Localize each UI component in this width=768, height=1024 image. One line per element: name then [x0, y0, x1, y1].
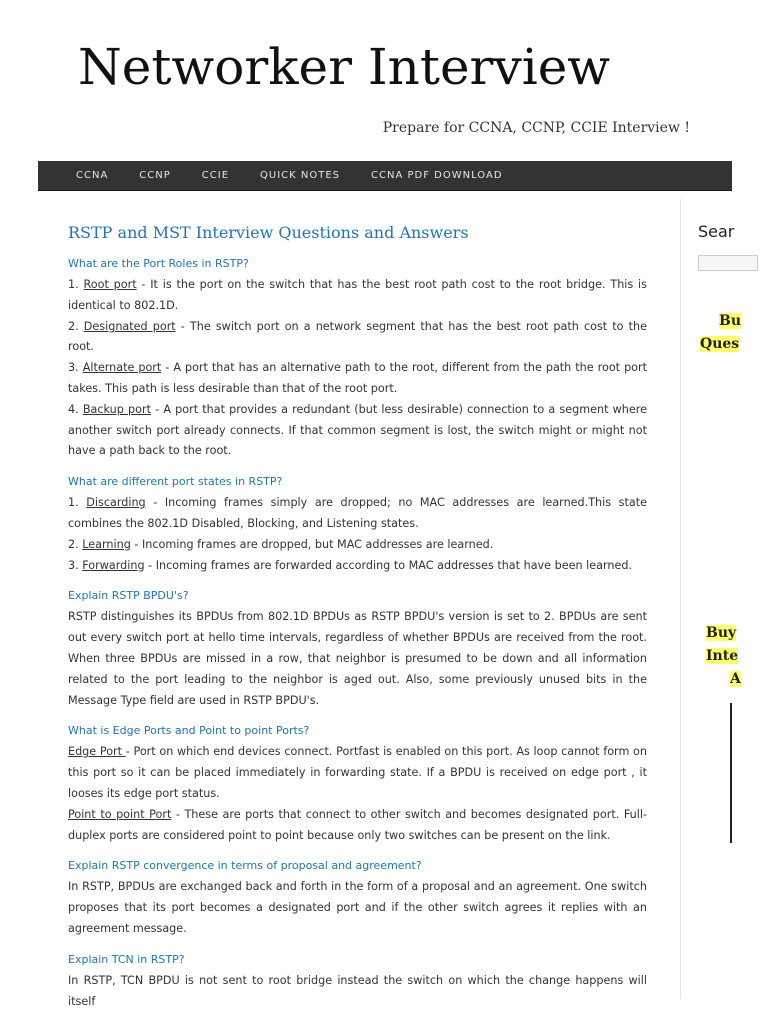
list-item: 1. Discarding - Incoming frames simply are dropped; no MAC addresses are learned.This state combines the 802.1D Disabled, Blocking, and Listening states.: [68, 496, 647, 530]
term-learning: Learning: [82, 537, 131, 551]
list-item: 3. Forwarding - Incoming frames are forwarded according to MAC addresses that have been learned.: [68, 558, 632, 572]
list-item: 1. Root port - It is the port on the switch that has the best root path cost to the root bridge. This is identical to 802.1D.: [68, 278, 647, 312]
term-discarding: Discarding: [86, 496, 146, 510]
site-title[interactable]: Networker Interview: [78, 38, 611, 96]
question-tcn: Explain TCN in RSTP?: [68, 952, 185, 966]
answer-rstp-convergence: In RSTP, BPDUs are exchanged back and forth in the form of a proposal and an agreement. One switch proposes that its port becomes a designated port and if the other switch agrees it replies with an agreement message.: [68, 880, 647, 935]
nav-item-ccie[interactable]: CCIE: [201, 170, 230, 181]
term-alternate-port: Alternate port: [82, 361, 162, 375]
sidebar-promo-2[interactable]: Buy Inte A: [706, 625, 741, 687]
nav-item-ccnp[interactable]: CCNP: [139, 170, 171, 181]
main-nav: [38, 161, 732, 191]
question-edge-ports: What is Edge Ports and Point to point Ports?: [68, 724, 310, 738]
answer-tcn: In RSTP, TCN BPDU is not sent to root bridge instead the switch on which the change happens will itself: [68, 973, 647, 1008]
term-forwarding: Forwarding: [82, 558, 145, 572]
list-item: 4. Backup port - A port that provides a redundant (but less desirable) connection to a segment where another switch port already connects. If that common segment is lost, the switch might or might not have a path back to the root.: [68, 402, 647, 458]
question-rstp-bpdu: Explain RSTP BPDU's?: [68, 589, 189, 603]
question-rstp-convergence: Explain RSTP convergence in terms of proposal and agreement?: [68, 859, 422, 873]
post-title[interactable]: RSTP and MST Interview Questions and Answers: [68, 223, 469, 242]
post-article: [68, 220, 647, 1012]
nav-item-ccna-pdf-download[interactable]: CCNA PDF DOWNLOAD: [371, 170, 503, 181]
answer-rstp-bpdu: RSTP distinguishes its BPDUs from 802.1D BPDUs as RSTP BPDU's version is set to 2. BPDUs are sent out every switch port at hello time intervals, regardless of whether BPDUs are received from the root. When three BPDUs are missed in a row, that neighbor is presumed to be down and all information related to the port leading to the neighbor is aged out. Also, some previously unused bits in the Message Type field are used in RSTP BPDU's.: [68, 610, 647, 707]
list-item: Edge Port - Port on which end devices connect. Portfast is enabled on this port. As loop cannot form on this port so it can be placed immediately in forwarding state. If a BPDU is received on edge port , it looses its edge port status.: [68, 745, 647, 800]
list-item: Point to point Port - These are ports that connect to other switch and becomes designated port. Full-duplex ports are considered point to point because only two switches can be present on the link.: [68, 807, 647, 842]
search-input[interactable]: [698, 255, 758, 271]
nav-item-quick-notes[interactable]: QUICK NOTES: [260, 170, 340, 181]
term-root-port: Root port: [83, 278, 137, 291]
term-edge-port: Edge Port: [68, 745, 126, 759]
list-item: 3. Alternate port - A port that has an alternative path to the root, different from the path the root port takes. This path is less desirable than that of the root port.: [68, 361, 647, 395]
term-designated-port: Designated port: [83, 319, 176, 333]
sidebar-divider: [730, 703, 732, 843]
term-backup-port: Backup port: [82, 402, 151, 416]
question-port-states: What are different port states in RSTP?: [68, 475, 283, 489]
sidebar-search-title: Sear: [698, 222, 735, 241]
site-tagline: Prepare for CCNA, CCNP, CCIE Interview !: [382, 120, 690, 136]
term-point-to-point-port: Point to point Port: [68, 807, 172, 821]
list-item: 2. Designated port - The switch port on a network segment that has the best root path cost to the root.: [68, 319, 647, 354]
nav-item-ccna[interactable]: CCNA: [76, 170, 109, 181]
sidebar-promo-1[interactable]: Bu Ques: [700, 313, 742, 352]
question-port-roles: What are the Port Roles in RSTP?: [68, 257, 249, 270]
list-item: 2. Learning - Incoming frames are dropped, but MAC addresses are learned.: [68, 537, 494, 551]
